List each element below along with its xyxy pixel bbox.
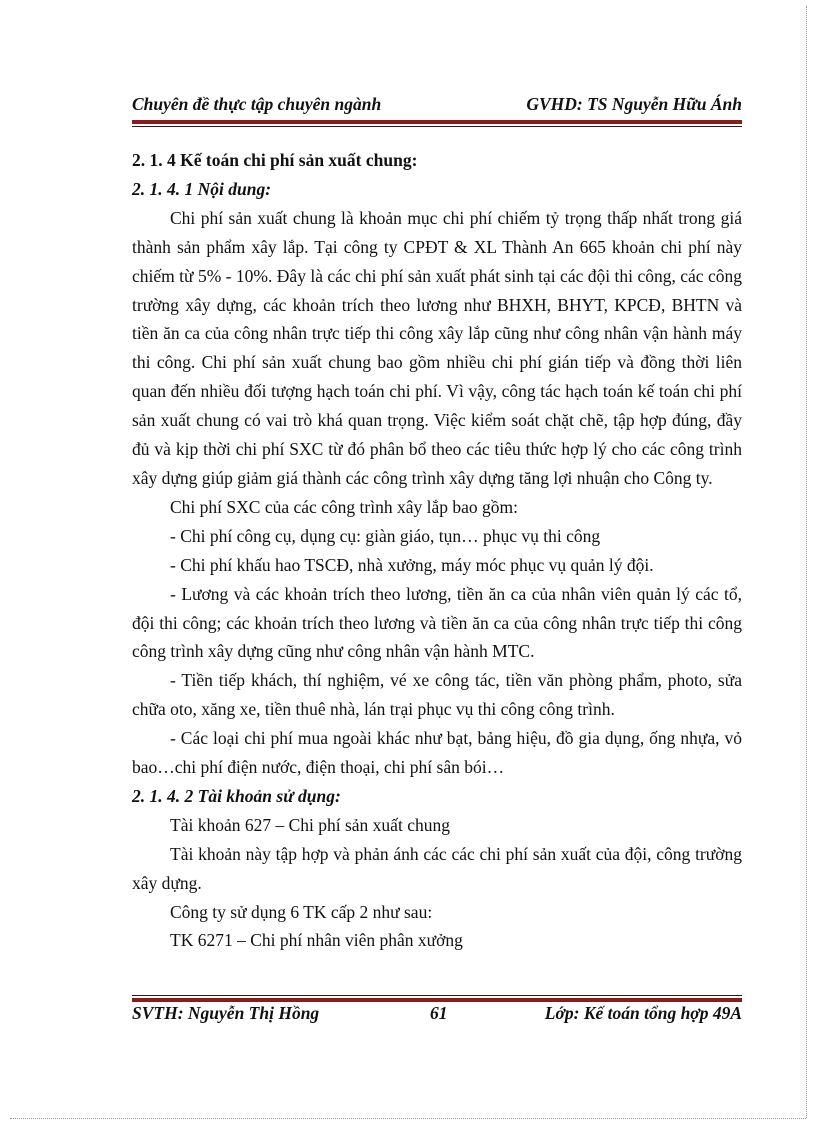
list-item-tools: - Chi phí công cụ, dụng cụ: giàn giáo, tụn… phục vụ thi công [170, 525, 601, 546]
header-course-title: Chuyên đề thực tập chuyên ngành [132, 94, 382, 114]
paragraph-account-6271: TK 6271 – Chi phí nhân viên phân xưởng [170, 930, 463, 951]
subsection-heading-content: 2. 1. 4. 1 Nội dung: [132, 178, 272, 199]
header-rule [132, 120, 742, 127]
footer-page-number: 61 [430, 1003, 448, 1023]
paragraph-overview: Chi phí sản xuất chung là khoản mục chi phí chiếm tỷ trọng thấp nhất trong giá thành sản phẩm xây lắp. Tại công ty CPĐT & XL Thành An 665 khoản chi phí này chiếm từ 5% - 10%. Đây là các chi phí sản xuất phát sinh tại các đội thi công, các công trường xây dựng, các khoản trích theo lương như BHXH, BHYT, KPCĐ, BHTN và tiền ăn ca của công nhân trực tiếp thi công xây lắp cũng như công nhân vận hành máy thi công. Chi phí sản xuất chung bao gồm nhiều chi phí gián tiếp và đồng thời liên quan đến nhiều đối tượng hạch toán chi phí. Vì vậy, công tác hạch toán kế toán chi phí sản xuất chung có vai trò khá quan trọng. Việc kiểm soát chặt chẽ, tập hợp đúng, đầy đủ và kịp thời chi phí SXC từ đó phân bổ theo các tiêu thức hợp lý cho các công trình xây dựng giúp giảm giá thành các công trình xây dựng tăng lợi nhuận cho Công ty. [132, 207, 742, 488]
page-border-bottom [10, 1118, 806, 1119]
paragraph-account-627: Tài khoản 627 – Chi phí sản xuất chung [170, 814, 450, 835]
footer-rule [132, 995, 742, 1002]
list-item-salaries: - Lương và các khoản trích theo lương, tiền ăn ca của nhân viên quản lý các tổ, đội thi công; các khoản trích theo lương và tiền ăn ca của công nhân trực tiếp thi công công trình xây dựng cũng như công nhân vận hành MTC. [132, 583, 742, 662]
footer-student: SVTH: Nguyễn Thị Hồng [132, 1003, 320, 1023]
section-heading: 2. 1. 4 Kế toán chi phí sản xuất chung: [132, 150, 418, 170]
header-supervisor: GVHD: TS Nguyễn Hữu Ánh [526, 94, 742, 114]
subsection-heading-accounts: 2. 1. 4. 2 Tài khoản sử dụng: [132, 785, 341, 806]
page-footer [132, 1003, 742, 1031]
list-item-purchases: - Các loại chi phí mua ngoài khác như bạt, bảng hiệu, đồ gia dụng, ống nhựa, vỏ bao…chi phí điện nước, điện thoại, chi phí sân bói… [132, 728, 742, 778]
page-border-right [806, 6, 807, 1118]
list-item-expenses: - Tiền tiếp khách, thí nghiệm, vé xe công tác, tiền văn phòng phẩm, photo, sửa chữa oto, xăng xe, tiền thuê nhà, lán trại phục vụ thi công công trình. [132, 670, 742, 720]
paragraph-sub-accounts: Công ty sử dụng 6 TK cấp 2 như sau: [170, 901, 433, 922]
footer-class: Lớp: Kế toán tổng hợp 49A [544, 1003, 742, 1023]
paragraph-account-description: Tài khoản này tập hợp và phản ánh các các chi phí sản xuất của đội, công trường xây dựng. [132, 843, 742, 893]
list-item-depreciation: - Chi phí khấu hao TSCĐ, nhà xưởng, máy móc phục vụ quản lý đội. [170, 554, 654, 575]
page-header [132, 90, 742, 118]
page-body [132, 146, 742, 955]
paragraph-cost-list-intro: Chi phí SXC của các công trình xây lắp bao gồm: [170, 496, 518, 517]
